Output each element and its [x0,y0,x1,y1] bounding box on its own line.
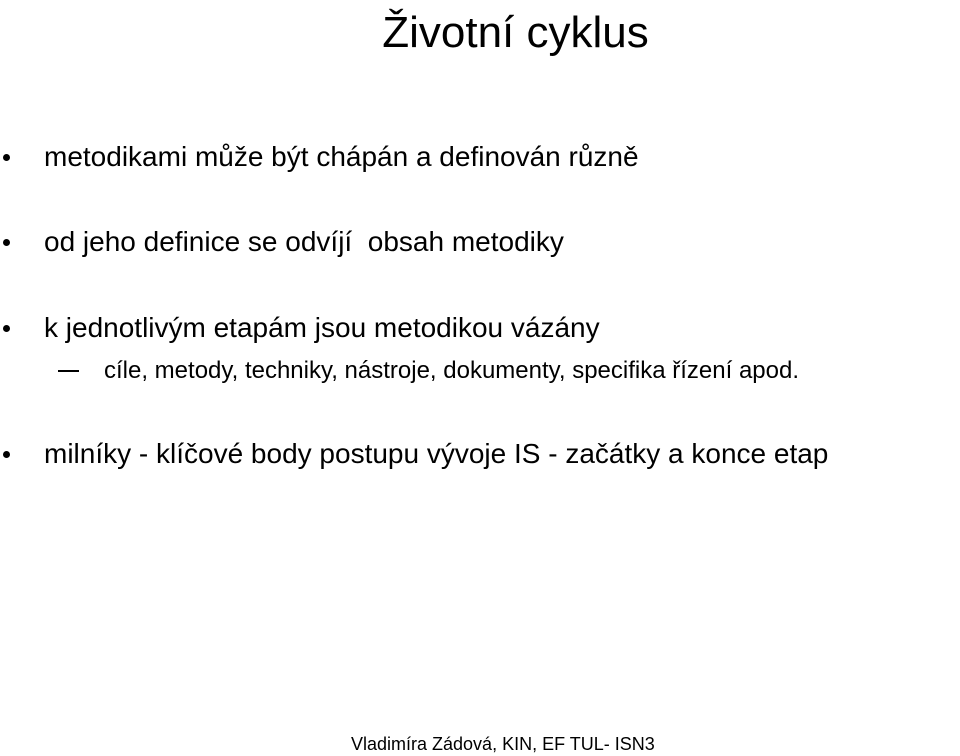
bullet-dot-icon [3,451,10,458]
bullet-text: od jeho definice se odvíjí obsah metodiky [44,226,564,257]
dash-icon [58,370,79,372]
bullet-dot-icon [3,154,10,161]
sub-bullet-item [0,356,960,386]
bullet-text: metodikami může být chápán a definován různě [44,141,639,172]
slide-title: Životní cyklus [382,8,649,57]
bullet-item [0,225,960,259]
slide-footer: Vladimíra Zádová, KIN, EF TUL- ISN3 [351,734,655,754]
sub-bullet-text: cíle, metody, techniky, nástroje, dokumenty, specifika řízení apod. [104,357,800,384]
bullet-text: k jednotlivým etapám jsou metodikou vázány [44,312,600,343]
bullet-item [0,311,960,345]
bullet-item [0,140,960,174]
bullet-text: milníky - klíčové body postupu vývoje IS - začátky a konce etap [44,438,829,469]
bullet-dot-icon [3,239,10,246]
bullet-dot-icon [3,325,10,332]
bullet-item [0,437,960,471]
